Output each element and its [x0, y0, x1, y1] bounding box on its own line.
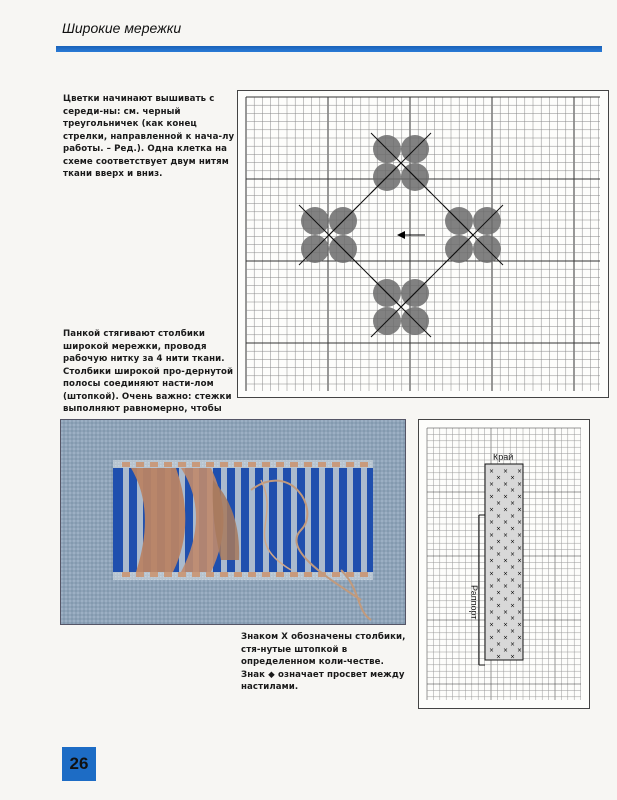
- svg-text:×: ×: [496, 576, 502, 584]
- svg-text:×: ×: [489, 583, 495, 591]
- flower-grid-svg: [238, 91, 608, 397]
- svg-text:×: ×: [489, 468, 495, 475]
- svg-text:×: ×: [517, 596, 523, 603]
- svg-text:×: ×: [503, 570, 509, 578]
- repeat-label: Раппорт: [469, 585, 479, 620]
- svg-text:×: ×: [496, 589, 502, 597]
- svg-text:×: ×: [510, 525, 516, 533]
- caption-legend: Знаком X обозначены столбики, стя-нутые штопкой в определенном коли-честве. Знак ◆ означает просвет между настилами.: [241, 632, 406, 692]
- svg-text:×: ×: [496, 500, 502, 507]
- svg-text:×: ×: [496, 564, 502, 571]
- svg-text:×: ×: [496, 551, 502, 559]
- svg-text:×: ×: [496, 628, 502, 635]
- svg-text:×: ×: [503, 532, 509, 539]
- svg-text:×: ×: [503, 480, 509, 488]
- page-number-box: [62, 747, 96, 781]
- svg-text:×: ×: [517, 544, 523, 552]
- svg-text:×: ×: [510, 538, 516, 546]
- svg-text:×: ×: [489, 647, 495, 655]
- hemstitch-photo: [60, 419, 406, 625]
- svg-text:×: ×: [496, 487, 502, 495]
- svg-text:×: ×: [517, 493, 523, 501]
- svg-text:×: ×: [517, 532, 523, 539]
- svg-text:×: ×: [510, 576, 516, 584]
- svg-text:×: ×: [496, 474, 502, 482]
- svg-text:×: ×: [503, 608, 509, 616]
- svg-text:×: ×: [517, 480, 523, 488]
- svg-text:×: ×: [517, 468, 523, 475]
- svg-text:×: ×: [503, 583, 509, 591]
- svg-text:×: ×: [510, 564, 516, 571]
- svg-text:×: ×: [517, 557, 523, 565]
- svg-text:×: ×: [496, 615, 502, 623]
- svg-text:×: ×: [503, 596, 509, 603]
- svg-text:×: ×: [503, 506, 509, 514]
- svg-text:×: ×: [503, 544, 509, 552]
- svg-text:×: ×: [489, 493, 495, 501]
- caption-columns: Панкой стягивают столбики широкой мережки, проводя рабочую нитку за 4 нити ткани. Столбики широкой про-дернутой полосы соединяют насти-лом (штопкой). Очень важно: стежки выполняют равномерно, чтобы: [63, 329, 234, 414]
- header-rule: [56, 46, 602, 52]
- caption-flowers: Цветки начинают вышивать с середи-ны: см. черный треугольничек (как конец стрелки, направленной к нача-лу работы. – Ред.). Одна клетка на схеме соответствует двум нитям ткани вверх и вниз.: [63, 94, 235, 179]
- svg-text:×: ×: [517, 621, 523, 629]
- hemstitch-grid-svg: [419, 420, 589, 708]
- svg-text:×: ×: [517, 519, 523, 527]
- svg-text:×: ×: [517, 608, 523, 616]
- svg-text:×: ×: [517, 506, 523, 514]
- svg-text:×: ×: [510, 602, 516, 610]
- hemstitch-pattern-chart: [418, 419, 590, 709]
- svg-text:×: ×: [489, 596, 495, 603]
- svg-text:×: ×: [510, 589, 516, 597]
- svg-text:×: ×: [510, 615, 516, 623]
- svg-text:×: ×: [510, 551, 516, 559]
- svg-text:×: ×: [503, 557, 509, 565]
- svg-text:×: ×: [510, 640, 516, 648]
- svg-text:×: ×: [510, 474, 516, 482]
- svg-text:×: ×: [489, 532, 495, 539]
- flower-pattern-chart: [237, 90, 609, 398]
- svg-text:×: ×: [517, 583, 523, 591]
- svg-text:×: ×: [489, 634, 495, 642]
- svg-text:×: ×: [503, 647, 509, 655]
- svg-text:×: ×: [517, 647, 523, 655]
- flower-motifs: [299, 133, 503, 337]
- svg-text:×: ×: [489, 570, 495, 578]
- svg-text:×: ×: [496, 512, 502, 520]
- page-header-title: Широкие мережки: [62, 20, 182, 36]
- svg-text:×: ×: [496, 538, 502, 546]
- page-number: 26: [69, 754, 89, 773]
- svg-text:×: ×: [503, 468, 509, 475]
- svg-text:×: ×: [517, 570, 523, 578]
- svg-text:×: ×: [496, 640, 502, 648]
- svg-text:×: ×: [489, 621, 495, 629]
- edge-label: Край: [493, 452, 514, 462]
- svg-text:×: ×: [496, 602, 502, 610]
- svg-text:×: ×: [496, 525, 502, 533]
- svg-text:×: ×: [496, 653, 502, 661]
- svg-text:×: ×: [489, 608, 495, 616]
- svg-text:×: ×: [503, 621, 509, 629]
- svg-text:×: ×: [510, 653, 516, 661]
- svg-text:×: ×: [489, 557, 495, 565]
- svg-text:×: ×: [489, 544, 495, 552]
- svg-text:×: ×: [510, 500, 516, 507]
- svg-text:×: ×: [489, 480, 495, 488]
- svg-text:×: ×: [510, 628, 516, 635]
- hemstitch-photo-illustration: [61, 420, 405, 624]
- svg-text:×: ×: [510, 512, 516, 520]
- svg-text:×: ×: [503, 519, 509, 527]
- svg-text:×: ×: [489, 506, 495, 514]
- svg-text:×: ×: [503, 634, 509, 642]
- svg-text:×: ×: [503, 493, 509, 501]
- svg-text:×: ×: [489, 519, 495, 527]
- svg-text:×: ×: [517, 634, 523, 642]
- svg-text:×: ×: [510, 487, 516, 495]
